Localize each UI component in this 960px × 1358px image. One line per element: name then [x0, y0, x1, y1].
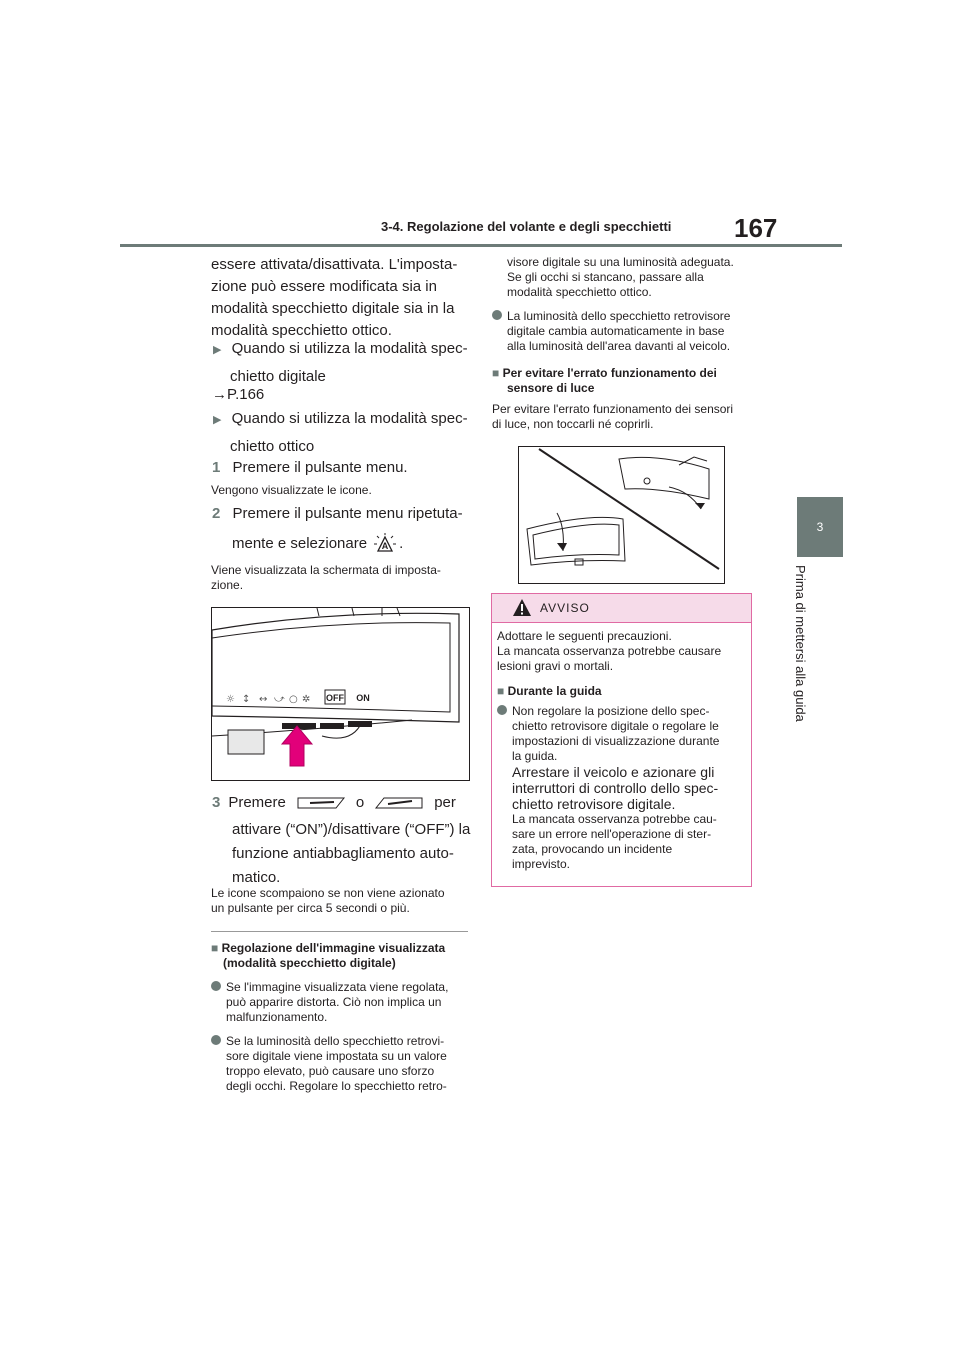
step-text: .	[399, 535, 404, 552]
bullet-line: imprevisto.	[512, 857, 571, 871]
page-reference-link[interactable]: →P.166	[212, 386, 265, 403]
bullet-line: troppo elevato, può causare uno sforzo	[226, 1064, 435, 1078]
intro-line: modalità specchietto ottico.	[211, 322, 392, 339]
auto-dimming-icon	[373, 533, 397, 555]
bullet-auto-brightness	[492, 309, 757, 354]
text-line: La mancata osservanza potrebbe causare	[497, 644, 722, 658]
continued-text	[507, 255, 759, 300]
note-line: Le icone scompaiono se non viene azionato	[211, 886, 445, 900]
text-line: Per evitare l'errato funzionamento dei sensori	[492, 402, 734, 416]
bullet-line: La mancata osservanza potrebbe cau-	[512, 812, 717, 826]
warning-title: AVVISO	[540, 601, 590, 615]
bullet-line: degli occhi. Regolare lo specchietto retro-	[226, 1079, 447, 1093]
bullet-distortion	[211, 980, 473, 1025]
case-optical-line1: Quando si utilizza la modalità spec-	[231, 410, 468, 427]
sensor-paragraph	[492, 402, 757, 432]
bullet-line: impostazioni di visualizzazione durante	[512, 734, 720, 748]
mirror-menu-figure	[211, 607, 470, 781]
step-text: mente e selezionare	[232, 535, 368, 552]
step-text: funzione antiabbagliamento auto-	[232, 845, 454, 862]
intro-line: modalità specchietto digitale sia in la	[211, 300, 455, 317]
note-line: Viene visualizzata la schermata di imposta-	[211, 563, 441, 577]
svg-text:✲: ✲	[302, 694, 311, 705]
mirror-menu-illustration	[212, 608, 469, 780]
warning-emphasis	[512, 764, 749, 812]
warning-sub-heading	[497, 684, 602, 699]
bullet-line: può apparire distorta. Ciò non implica un	[226, 995, 442, 1009]
bullet-dot-icon	[211, 1035, 221, 1045]
text-line: modalità specchietto ottico.	[507, 285, 652, 299]
svg-text:⤻: ⤻	[274, 694, 285, 705]
step-3	[212, 792, 474, 890]
header-rule	[120, 244, 842, 247]
intro-line: essere attivata/disattivata. L'imposta-	[211, 256, 458, 273]
bullet-brightness	[211, 1034, 473, 1094]
svg-text:☼: ☼	[226, 694, 235, 705]
step-number: 2	[212, 505, 221, 522]
bullet-dot-icon	[497, 705, 507, 715]
sub-heading-image	[211, 941, 473, 971]
note-line: zione.	[211, 578, 244, 592]
warning-bullet	[497, 704, 749, 872]
bullet-line: malfunzionamento.	[226, 1010, 328, 1024]
step-text: o	[355, 794, 365, 811]
svg-text:○: ○	[289, 694, 298, 705]
light-sensor-figure	[518, 446, 725, 584]
warning-header	[492, 594, 751, 623]
bullet-line: Se l'immagine visualizzata viene regolata,	[226, 980, 449, 994]
heading-line: Regolazione dell'immagine visualizzata	[221, 941, 446, 955]
page-number: 167	[734, 213, 778, 243]
case-optical-line2: chietto ottico	[230, 438, 315, 455]
chapter-number: 3	[816, 520, 824, 534]
heading-line: Per evitare l'errato funzionamento dei	[502, 366, 717, 380]
bullet-line: la guida.	[512, 749, 558, 763]
sub-heading-sensor	[492, 366, 757, 396]
case-digital-line1: Quando si utilizza la modalità spec-	[231, 340, 468, 357]
triangle-bullet-icon: ▶	[213, 344, 222, 356]
case-optical	[213, 408, 473, 458]
bullet-line: zata, provocando un incidente	[512, 842, 673, 856]
off-label: OFF	[326, 693, 344, 703]
text-line: Adottare le seguenti precauzioni.	[497, 629, 672, 643]
step-number: 3	[212, 794, 221, 811]
step-text: Premere il pulsante menu ripetuta-	[232, 505, 463, 522]
step-text: Premere	[228, 794, 286, 811]
text-line: di luce, non toccarli né coprirli.	[492, 417, 654, 431]
case-digital-line2: chietto digitale	[230, 368, 326, 385]
svg-text:↕: ↕	[242, 694, 251, 705]
bullet-dot-icon	[492, 310, 502, 320]
bullet-line: La luminosità dello specchietto retrovisore	[507, 309, 731, 323]
emphasis-line: Arrestare il veicolo e azionare gli	[512, 764, 715, 780]
step-1-note: Vengono visualizzate le icone.	[211, 483, 372, 497]
svg-text:↔: ↔	[259, 694, 268, 705]
on-label: ON	[356, 693, 370, 703]
triangle-bullet-icon: ▶	[213, 414, 222, 426]
bullet-line: sore digitale viene impostata su un valore	[226, 1049, 447, 1063]
step-text: Premere il pulsante menu.	[232, 459, 408, 476]
square-bullet-icon: ■	[211, 941, 219, 955]
text-line: lesioni gravi o mortali.	[497, 659, 614, 673]
bullet-dot-icon	[211, 981, 221, 991]
text-line: Se gli occhi si stancano, passare alla	[507, 270, 704, 284]
warning-intro	[497, 629, 747, 674]
heading-line: (modalità specchietto digitale)	[223, 956, 396, 970]
emphasis-line: interruttori di controllo dello spec-	[512, 780, 719, 796]
square-bullet-icon: ■	[492, 366, 500, 380]
text-line: visore digitale su una luminosità adeguata.	[507, 255, 734, 269]
heading-text: Durante la guida	[507, 684, 602, 698]
bullet-line: sare un errore nell'operazione di ster-	[512, 827, 712, 841]
left-button-icon	[296, 796, 346, 810]
section-title: 3-4. Regolazione del volante e degli specchietti	[381, 219, 672, 234]
step-1	[212, 457, 408, 479]
step-2-note	[211, 563, 473, 593]
light-sensor-illustration	[519, 447, 724, 583]
step-text: matico.	[232, 869, 281, 886]
step-2	[212, 503, 474, 555]
svg-text:A: A	[381, 541, 389, 551]
intro-line: zione può essere modificata sia in	[211, 278, 437, 295]
bullet-line: alla luminosità dell'area davanti al veicolo.	[507, 339, 731, 353]
step-text: per	[434, 794, 456, 811]
step-3-note	[211, 886, 473, 916]
warning-box	[491, 593, 752, 887]
note-line: un pulsante per circa 5 secondi o più.	[211, 901, 410, 915]
chapter-title: Prima di mettersi alla guida	[793, 565, 808, 722]
right-button-icon	[374, 796, 424, 810]
bullet-line: digitale cambia automaticamente in base	[507, 324, 725, 338]
step-number: 1	[212, 459, 221, 476]
bullet-line: Non regolare la posizione dello spec-	[512, 704, 710, 718]
warning-triangle-icon	[512, 598, 532, 618]
bullet-line: chietto retrovisore digitale o regolare le	[512, 719, 719, 733]
chapter-tab[interactable]	[797, 497, 843, 557]
intro-paragraph	[211, 254, 471, 342]
heading-line: sensore di luce	[507, 381, 595, 395]
step-text: attivare (“ON”)/disattivare (“OFF”) la	[232, 821, 471, 838]
bullet-line: Se la luminosità dello specchietto retrovi-	[226, 1034, 445, 1048]
square-bullet-icon: ■	[497, 684, 505, 698]
emphasis-line: chietto retrovisore digitale.	[512, 796, 676, 812]
case-digital	[213, 338, 473, 388]
divider	[211, 931, 468, 932]
